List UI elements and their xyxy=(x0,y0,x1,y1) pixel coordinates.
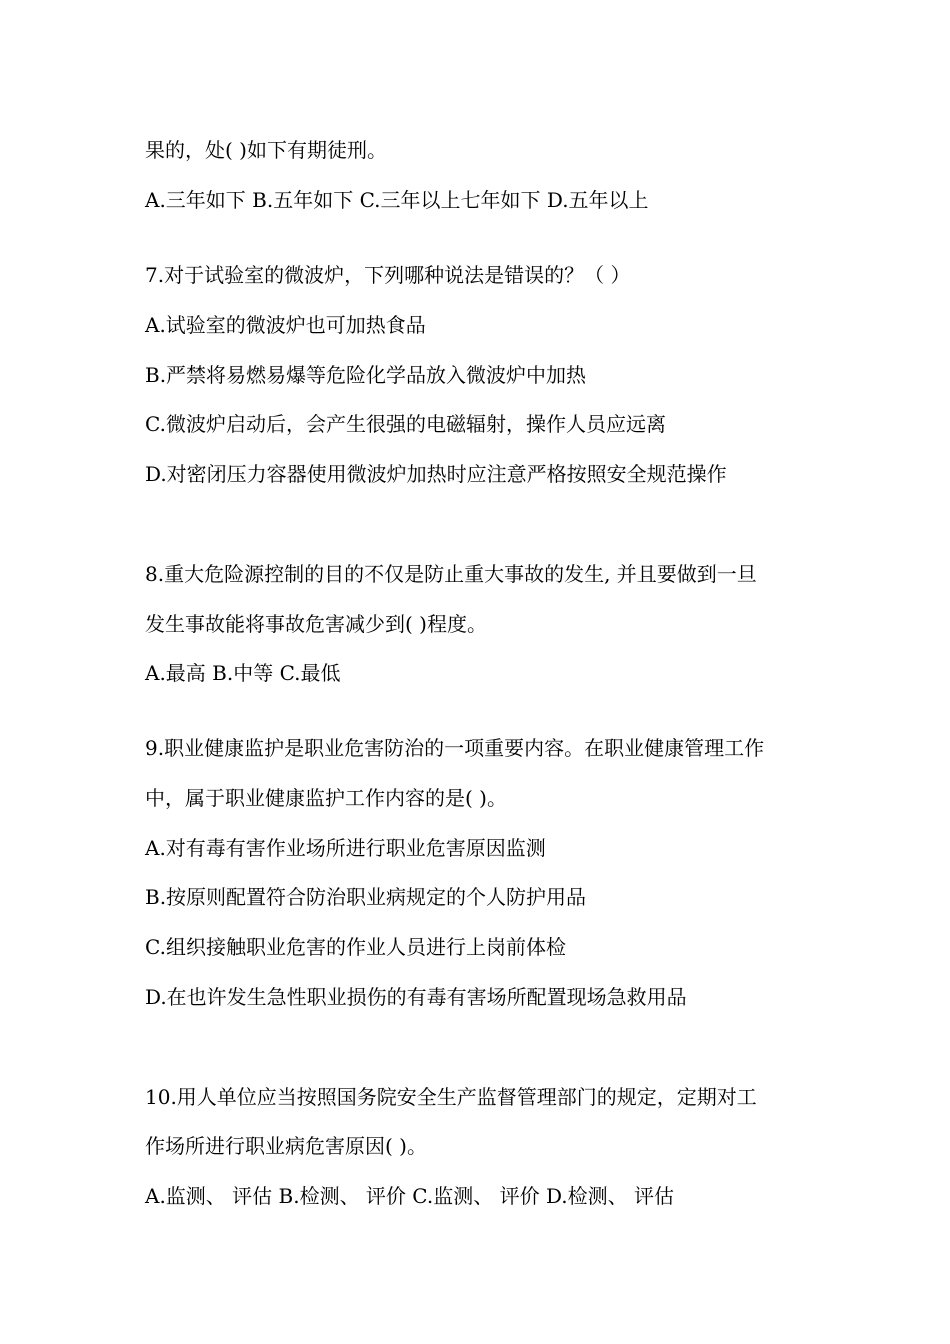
q7-option-b: B.严禁将易燃易爆等危险化学品放入微波炉中加热 xyxy=(145,363,587,387)
q9-text-line1: 9.职业健康监护是职业危害防治的一项重要内容。在职业健康管理工作 xyxy=(145,736,765,760)
q9-option-d: D.在也许发生急性职业损伤的有毒有害场所配置现场急救用品 xyxy=(145,985,687,1009)
q8-text-line1: 8.重大危险源控制的目的不仅是防止重大事故的发生, 并且要做到一旦 xyxy=(145,562,757,586)
q8-text-line2: 发生事故能将事故危害减少到( )程度。 xyxy=(145,612,487,636)
q6-options: A.三年如下 B.五年如下 C.三年以上七年如下 D.五年以上 xyxy=(145,188,649,212)
q8-options: A.最高 B.中等 C.最低 xyxy=(145,661,341,685)
q9-option-a: A.对有毒有害作业场所进行职业危害原因监测 xyxy=(145,836,546,860)
q7-option-a: A.试验室的微波炉也可加热食品 xyxy=(145,313,426,337)
q9-option-c: C.组织接触职业危害的作业人员进行上岗前体检 xyxy=(145,935,566,959)
q10-text-line2: 作场所进行职业病危害原因( )。 xyxy=(145,1134,427,1158)
q9-text-line2: 中，属于职业健康监护工作内容的是( )。 xyxy=(145,786,507,810)
q9-option-b: B.按原则配置符合防治职业病规定的个人防护用品 xyxy=(145,885,587,909)
q10-text-line1: 10.用人单位应当按照国务院安全生产监督管理部门的规定，定期对工 xyxy=(145,1085,757,1109)
q7-text: 7.对于试验室的微波炉，下列哪种说法是错误的？（ ） xyxy=(145,263,631,287)
q7-option-d: D.对密闭压力容器使用微波炉加热时应注意严格按照安全规范操作 xyxy=(145,462,727,486)
q7-option-c: C.微波炉启动后，会产生很强的电磁辐射，操作人员应远离 xyxy=(145,412,666,436)
q10-options: A.监测、 评估 B.检测、 评价 C.监测、 评价 D.检测、 评估 xyxy=(145,1184,674,1208)
q6-text-continued: 果的，处( )如下有期徒刑。 xyxy=(145,138,387,162)
